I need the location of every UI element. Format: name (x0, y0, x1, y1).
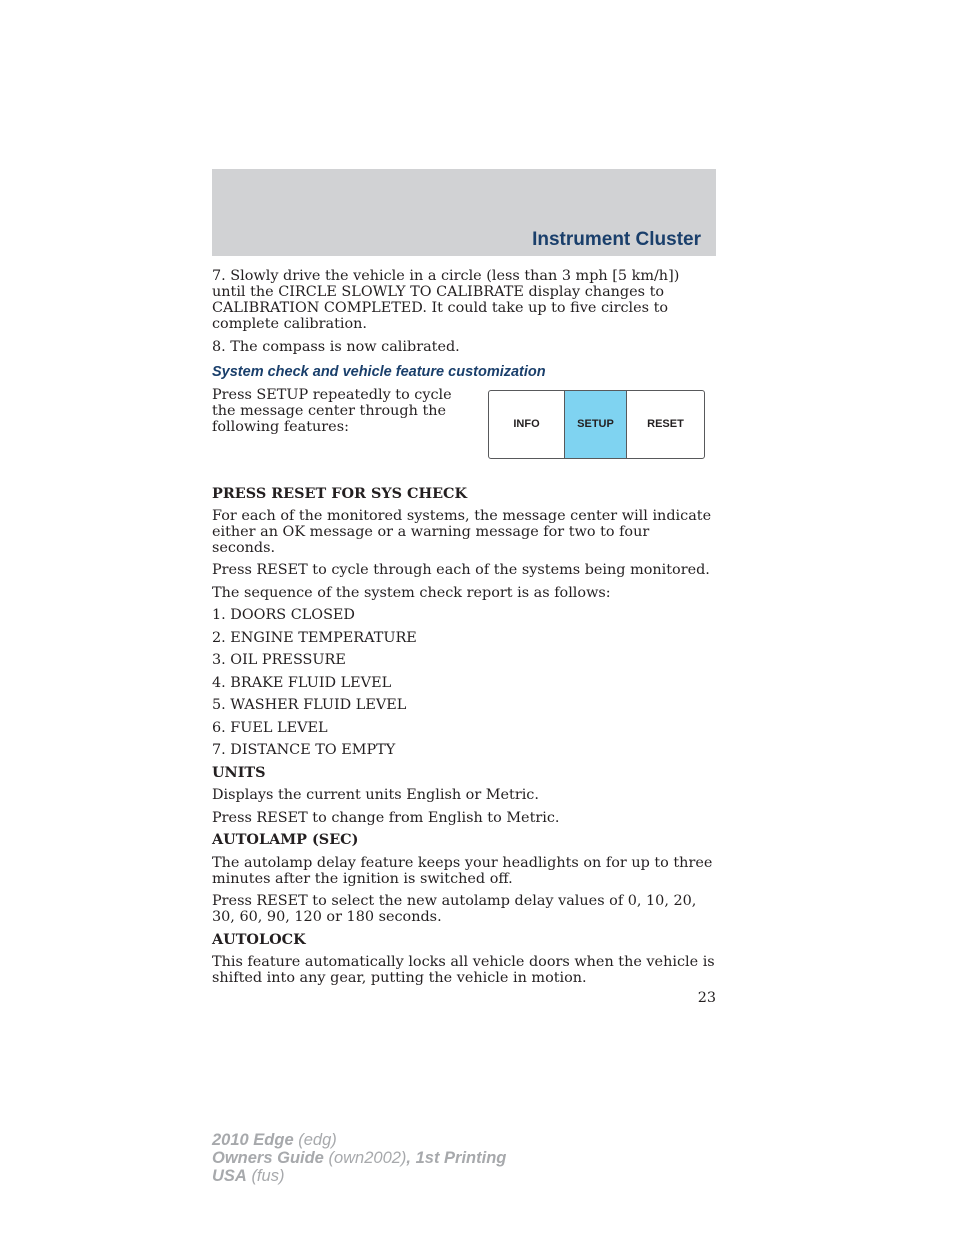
units-p1: Displays the current units English or Metric. (212, 787, 539, 803)
list-item: 4. BRAKE FLUID LEVEL (212, 674, 392, 691)
setup-row (212, 387, 716, 459)
footer-line-3 (212, 1167, 506, 1185)
footer-guide-code: (own2002) (328, 1149, 407, 1167)
list-item: 5. WASHER FLUID LEVEL (212, 697, 407, 713)
page-title: Instrument Cluster (532, 229, 701, 250)
autolamp-heading: AUTOLAMP (SEC) (212, 831, 359, 848)
list-item: 1. DOORS CLOSED (212, 607, 355, 623)
sys-check-p1: For each of the monitored systems, the message center will indicate either an OK message or a warning message for two to four seconds. (212, 507, 712, 556)
footer-market-code: (fus) (251, 1167, 285, 1185)
list-item: 2. ENGINE TEMPERATURE (212, 629, 417, 646)
section-heading: System check and vehicle feature customization (212, 363, 546, 380)
reset-button[interactable]: RESET (647, 418, 684, 430)
main-content (212, 268, 716, 1006)
info-button[interactable]: INFO (513, 418, 540, 430)
autolamp-p2: Press RESET to select the new autolamp delay values of 0, 10, 20, 30, 60, 90, 120 or 180 seconds. (212, 893, 697, 925)
footer-market: USA (212, 1167, 247, 1185)
step-8: 8. The compass is now calibrated. (212, 338, 460, 355)
step-7: 7. Slowly drive the vehicle in a circle (less than 3 mph [5 km/h]) until the CIRCLE SLOWLY TO CALIBRATE display changes to CALIBRATION COMPLETED. It could take up to five circles to complete calibration. (212, 268, 680, 332)
units-p2: Press RESET to change from English to Metric. (212, 809, 560, 826)
footer-printing: , 1st Printing (406, 1149, 507, 1167)
footer (212, 1131, 506, 1185)
list-item: 3. OIL PRESSURE (212, 652, 346, 668)
footer-model-code: (edg) (298, 1131, 337, 1149)
footer-guide: Owners Guide (212, 1149, 324, 1167)
setup-intro: Press SETUP repeatedly to cycle the message center through the following features: (212, 386, 452, 435)
list-item: 6. FUEL LEVEL (212, 719, 328, 736)
header-band (212, 169, 716, 256)
footer-line-2 (212, 1149, 506, 1167)
setup-button[interactable]: SETUP (564, 391, 627, 458)
footer-model: 2010 Edge (212, 1131, 294, 1149)
autolock-heading: AUTOLOCK (212, 930, 306, 948)
autolock-p1: This feature automatically locks all vehicle doors when the vehicle is shifted into any gear, putting the vehicle in motion. (212, 954, 715, 986)
footer-line-1 (212, 1131, 506, 1149)
sys-check-heading: PRESS RESET FOR SYS CHECK (212, 484, 468, 502)
list-item: 7. DISTANCE TO EMPTY (212, 742, 396, 758)
sys-check-p3: The sequence of the system check report is as follows: (212, 584, 611, 601)
units-heading: UNITS (212, 763, 266, 781)
sys-check-p2: Press RESET to cycle through each of the systems being monitored. (212, 562, 710, 578)
message-center-buttons (488, 390, 705, 459)
autolamp-p1: The autolamp delay feature keeps your headlights on for up to three minutes after the ignition is switched off. (212, 854, 713, 887)
page-number: 23 (697, 990, 716, 1006)
